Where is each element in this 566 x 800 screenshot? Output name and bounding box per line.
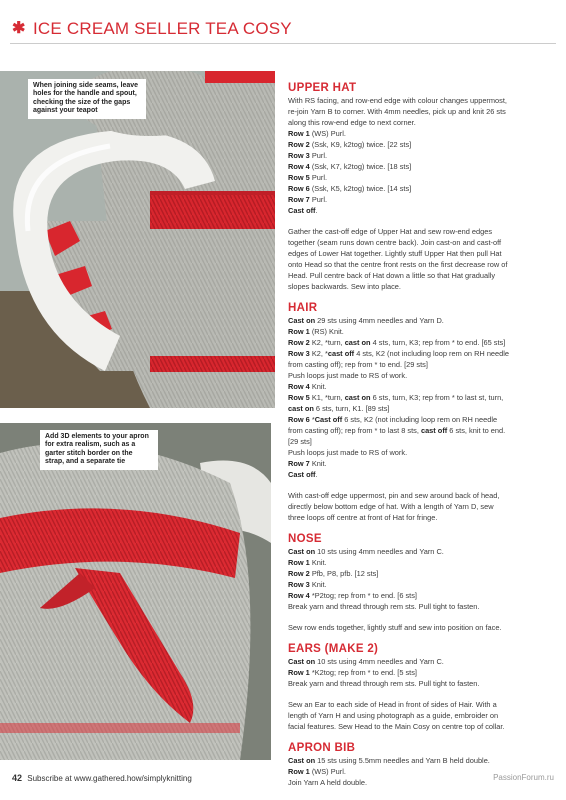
instruction-text: * — [309, 415, 315, 424]
instruction-text: facial features. Sew Head to the Main Cosy on centre top of collar. — [288, 722, 505, 731]
section-gap — [288, 292, 550, 302]
instruction-text: (Ssk, K5, k2tog) twice. [14 sts] — [309, 184, 412, 193]
instruction-line — [288, 656, 550, 667]
instruction-line — [288, 568, 550, 579]
section-heading: EARS (MAKE 2) — [288, 643, 379, 655]
apron-tie-photo — [0, 423, 271, 760]
instruction-line — [288, 403, 550, 414]
instruction-line — [288, 458, 550, 469]
paragraph-gap — [288, 216, 550, 226]
page-title: ICE CREAM SELLER TEA COSY — [33, 19, 292, 38]
instruction-text: re-join Yarn B to corner. With 4mm needles, pick up and knit 26 sts — [288, 107, 506, 116]
instruction-text: [29 sts] — [288, 437, 312, 446]
instruction-line — [288, 425, 550, 436]
instruction-line — [288, 226, 550, 237]
watermark: PassionForum.ru — [493, 773, 554, 782]
instruction-line — [288, 392, 550, 403]
section-heading: APRON BIB — [288, 742, 356, 754]
instruction-line — [288, 755, 550, 766]
instruction-text: Knit. — [309, 382, 327, 391]
apron-tie-illustration — [0, 423, 271, 760]
instruction-text: Pfb, P8, pfb. [12 sts] — [309, 569, 379, 578]
instruction-term: Row 7 — [288, 195, 310, 204]
instruction-text: 29 sts using 4mm needles and Yarn D. — [315, 316, 444, 325]
instruction-line — [288, 128, 550, 139]
instruction-term: Row 2 — [288, 338, 310, 347]
instruction-term: Row 5 — [288, 393, 310, 402]
tea-cosy-handle-illustration — [0, 71, 275, 408]
instruction-line — [288, 205, 550, 216]
instruction-text: Join Yarn A held double. — [288, 778, 368, 787]
instruction-text: K2, *turn, — [309, 338, 345, 347]
instruction-text: With cast-off edge uppermost, pin and sew around back of head, — [288, 491, 500, 500]
instruction-text: 6 sts, K2 (not including loop rem on RH needle — [342, 415, 498, 424]
instruction-text: (WS) Purl. — [309, 767, 346, 776]
instruction-line — [288, 490, 550, 501]
instruction-text: 6 sts, turn, K3; rep from * to last st, turn, — [370, 393, 504, 402]
instruction-text: edges of Lower Hat together. Lightly stuff Upper Hat then pull Hat — [288, 249, 502, 258]
instruction-line — [288, 557, 550, 568]
instruction-text: Purl. — [309, 173, 328, 182]
instruction-text: Head. Pull centre back of Hat down a little so that Hat gradually — [288, 271, 496, 280]
instruction-line — [288, 579, 550, 590]
instruction-text: directly below bottom edge of hat. With a length of Yarn D, sew — [288, 502, 494, 511]
instruction-line — [288, 161, 550, 172]
instruction-term: Row 4 — [288, 162, 310, 171]
instruction-text: along this row-end edge to next corner. — [288, 118, 416, 127]
section-gap — [288, 732, 550, 742]
instruction-term: Row 1 — [288, 558, 310, 567]
instruction-text: Push loops just made to RS of work. — [288, 371, 408, 380]
instruction-term: Row 4 — [288, 382, 310, 391]
instruction-text: three loops off centre at front of Hat for fringe. — [288, 513, 438, 522]
instruction-line — [288, 590, 550, 601]
instruction-line — [288, 106, 550, 117]
instruction-term: Row 2 — [288, 569, 310, 578]
instruction-text: K1, *turn, — [309, 393, 345, 402]
instruction-text: *K2tog; rep from * to end. [5 sts] — [309, 668, 417, 677]
section-heading: HAIR — [288, 302, 318, 314]
section-heading: NOSE — [288, 533, 322, 545]
instruction-text: Purl. — [309, 195, 328, 204]
instruction-term: Row 3 — [288, 349, 310, 358]
instruction-line — [288, 414, 550, 425]
instruction-text: 6 sts, turn, K1. [89 sts] — [313, 404, 390, 413]
instruction-line — [288, 667, 550, 678]
instruction-text: . — [315, 206, 318, 215]
instruction-text: 10 sts using 4mm needles and Yarn C. — [315, 657, 444, 666]
instruction-line — [288, 710, 550, 721]
instruction-text: 6 sts, knit to end. — [447, 426, 506, 435]
instruction-line — [288, 678, 550, 689]
instruction-line — [288, 183, 550, 194]
instruction-term: Cast off — [314, 415, 343, 424]
instruction-line — [288, 248, 550, 259]
subscribe-link[interactable]: Subscribe at www.gathered.how/simplyknitting — [27, 774, 192, 783]
instruction-text: Sew row ends together, lightly stuff and sew into position on face. — [288, 623, 502, 632]
instruction-term: cast on — [344, 338, 371, 347]
instruction-line — [288, 270, 550, 281]
instruction-line — [288, 139, 550, 150]
instruction-term: Cast on — [288, 657, 316, 666]
instruction-text: (Ssk, K9, k2tog) twice. [22 sts] — [309, 140, 412, 149]
instruction-term: Cast on — [288, 756, 316, 765]
instruction-text: from casting off); rep from * to end. [29 sts] — [288, 360, 428, 369]
instruction-text: Break yarn and thread through rem sts. Pull tight to fasten. — [288, 602, 480, 611]
instruction-text: (Ssk, K7, k2tog) twice. [18 sts] — [309, 162, 412, 171]
instruction-term: Cast off — [288, 206, 316, 215]
instruction-term: Row 2 — [288, 140, 310, 149]
instruction-text: Break yarn and thread through rem sts. Pull tight to fasten. — [288, 679, 480, 688]
instruction-line — [288, 512, 550, 523]
instruction-line — [288, 337, 550, 348]
instruction-line — [288, 546, 550, 557]
instruction-text: from casting off); rep from * to last 8 sts, — [288, 426, 421, 435]
instruction-line — [288, 721, 550, 732]
instruction-line — [288, 194, 550, 205]
instruction-term: Row 3 — [288, 151, 310, 160]
instruction-term: cast on — [288, 404, 314, 413]
instruction-term: cast off — [420, 426, 448, 435]
instruction-line — [288, 237, 550, 248]
instruction-text: length of Yarn H and using photograph as a guide, embroider on — [288, 711, 499, 720]
section-gap — [288, 633, 550, 643]
instruction-text: Sew an Ear to each side of Head in front of sides of Hair. With a — [288, 700, 497, 709]
instruction-line — [288, 370, 550, 381]
instruction-text: (RS) Knit. — [309, 327, 344, 336]
instruction-term: Row 1 — [288, 129, 310, 138]
instruction-term: Row 1 — [288, 668, 310, 677]
instruction-term: cast on — [344, 393, 371, 402]
section-gap — [288, 523, 550, 533]
instruction-text: *P2tog; rep from * to end. [6 sts] — [309, 591, 417, 600]
paragraph-gap — [288, 612, 550, 622]
instruction-text: With RS facing, and row-end edge with colour changes uppermost, — [288, 96, 507, 105]
instruction-line — [288, 699, 550, 710]
instruction-line — [288, 436, 550, 447]
instruction-text: Knit. — [309, 459, 327, 468]
section-heading: UPPER HAT — [288, 82, 357, 94]
instruction-text: (WS) Purl. — [309, 129, 346, 138]
instruction-line — [288, 359, 550, 370]
instruction-line — [288, 259, 550, 270]
instruction-term: Row 4 — [288, 591, 310, 600]
instruction-term: Cast on — [288, 316, 316, 325]
instruction-line — [288, 601, 550, 612]
header-divider — [10, 43, 556, 44]
page-header — [0, 0, 566, 44]
instruction-term: Cast off — [288, 470, 316, 479]
instruction-text: . — [315, 470, 318, 479]
instruction-term: Row 3 — [288, 580, 310, 589]
instruction-line — [288, 150, 550, 161]
instruction-line — [288, 95, 550, 106]
paragraph-gap — [288, 480, 550, 490]
instruction-text: slopes backwards. Sew into place. — [288, 282, 401, 291]
tea-cosy-handle-photo — [0, 71, 275, 408]
instruction-text: 4 sts, turn, K3; rep from * to end. [65 sts] — [370, 338, 506, 347]
instruction-term: Row 1 — [288, 327, 310, 336]
instruction-line — [288, 447, 550, 458]
instruction-text: K2, * — [309, 349, 328, 358]
instruction-text: 10 sts using 4mm needles and Yarn C. — [315, 547, 444, 556]
instruction-line — [288, 348, 550, 359]
instruction-term: Row 6 — [288, 184, 310, 193]
instruction-line — [288, 469, 550, 480]
instruction-term: cast off — [327, 349, 355, 358]
instruction-term: Row 6 — [288, 415, 310, 424]
photo-caption-top: When joining side seams, leave holes for the handle and spout, checking the size of the gaps against your teapot — [28, 79, 146, 119]
instruction-text: together (seam runs down centre back). Join cast-on and cast-off — [288, 238, 502, 247]
instruction-line — [288, 281, 550, 292]
instruction-line — [288, 326, 550, 337]
instruction-line — [288, 117, 550, 128]
instruction-term: Row 7 — [288, 459, 310, 468]
instruction-term: Cast on — [288, 547, 316, 556]
instruction-term: Row 5 — [288, 173, 310, 182]
instruction-text: Gather the cast-off edge of Upper Hat and sew row-end edges — [288, 227, 493, 236]
pattern-instructions — [288, 82, 550, 788]
instruction-text: Push loops just made to RS of work. — [288, 448, 408, 457]
asterisk-icon: ✱ — [12, 20, 26, 37]
instruction-text: 4 sts, K2 (not including loop rem on RH needle — [354, 349, 510, 358]
instruction-text: onto Head so that the centre front rests on the first decrease row of — [288, 260, 508, 269]
instruction-term: Row 1 — [288, 767, 310, 776]
instruction-line — [288, 622, 550, 633]
paragraph-gap — [288, 689, 550, 699]
page-footer — [12, 773, 192, 783]
instruction-line — [288, 315, 550, 326]
instruction-line — [288, 501, 550, 512]
instruction-line — [288, 172, 550, 183]
instruction-line — [288, 381, 550, 392]
instruction-text: 15 sts using 5.5mm needles and Yarn B held double. — [315, 756, 490, 765]
page-number: 42 — [12, 773, 23, 783]
instruction-text: Knit. — [309, 580, 327, 589]
instruction-text: Purl. — [309, 151, 328, 160]
photo-caption-bottom: Add 3D elements to your apron for extra realism, such as a garter stitch border on the strap, and a separate tie — [40, 430, 158, 470]
instruction-text: Knit. — [309, 558, 327, 567]
